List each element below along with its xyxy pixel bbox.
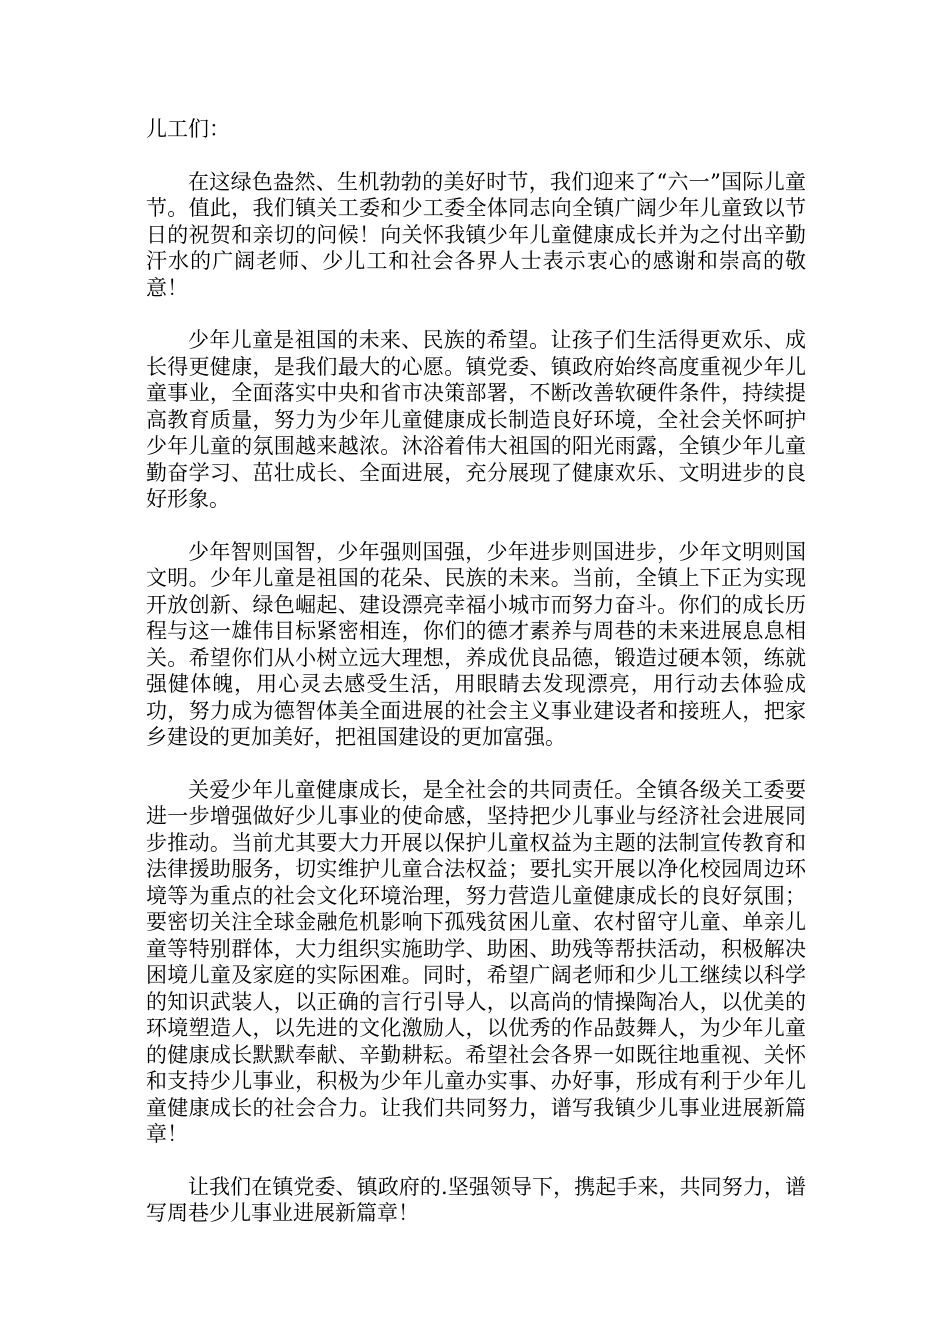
- paragraph-1: 在这绿色盎然、生机勃勃的美好时节，我们迎来了“六一”国际儿童节。值此，我们镇关工委和少工委全体同志向全镇广阔少年儿童致以节日的祝贺和亲切的问候！向关怀我镇少年儿童健康成长并为之付出辛勤汗水的广阔老师、少儿工和社会各界人士表示衷心的感谢和崇高的敬意！: [146, 169, 806, 300]
- salutation: 儿工们：: [146, 117, 230, 141]
- paragraph-4: 关爱少年儿童健康成长，是全社会的共同责任。全镇各级关工委要进一步增强做好少儿事业的使命感，坚持把少儿事业与经济社会进展同步推动。当前尤其要大力开展以保护儿童权益为主题的法制宣传教育和法律援助服务，切实维护儿童合法权益；要扎实开展以净化校园周边环境等为重点的社会文化环境治理，努力营造儿童健康成长的良好氛围；要密切关注全球金融危机影响下孤残贫困儿童、农村留守儿童、单亲儿童等特别群体，大力组织实施助学、助困、助残等帮扶活动，积极解决困境儿童及家庭的实际困难。同时，希望广阔老师和少儿工继续以科学的知识武装人，以正确的言行引导人，以高尚的情操陶冶人，以优美的环境塑造人，以先进的文化激励人，以优秀的作品鼓舞人，为少年儿童的健康成长默默奉献、辛勤耕耘。希望社会各界一如既往地重视、关怀和支持少儿事业，积极为少年儿童办实事、办好事，形成有利于少年儿童健康成长的社会合力。让我们共同努力，谱写我镇少儿事业进展新篇章！: [146, 777, 806, 1146]
- paragraph-5: 让我们在镇党委、镇政府的.坚强领导下，携起手来，共同努力，谱写周巷少儿事业进展新篇章！: [146, 1174, 806, 1225]
- paragraph-3: 少年智则国智，少年强则国强，少年进步则国进步，少年文明则国文明。少年儿童是祖国的花朵、民族的未来。当前，全镇上下正为实现开放创新、绿色崛起、建设漂亮幸福小城市而努力奋斗。你们的成长历程与这一雄伟目标紧密相连，你们的德才素养与周巷的未来进展息息相关。希望你们从小树立远大理想，养成优良品德，锻造过硬本领，练就强健体魄，用心灵去感受生活，用眼睛去发现漂亮，用行动去体验成功，努力成为德智体美全面进展的社会主义事业建设者和接班人，把家乡建设的更加美好，把祖国建设的更加富强。: [146, 539, 806, 749]
- paragraph-2: 少年儿童是祖国的未来、民族的希望。让孩子们生活得更欢乐、成长得更健康，是我们最大的心愿。镇党委、镇政府始终高度重视少年儿童事业，全面落实中央和省市决策部署，不断改善软硬件条件，持续提高教育质量，努力为少年儿童健康成长制造良好环境，全社会关怀呵护少年儿童的氛围越来越浓。沐浴着伟大祖国的阳光雨露，全镇少年儿童勤奋学习、茁壮成长、全面进展，充分展现了健康欢乐、文明进步的良好形象。: [146, 328, 806, 511]
- document-body: [146, 116, 806, 1227]
